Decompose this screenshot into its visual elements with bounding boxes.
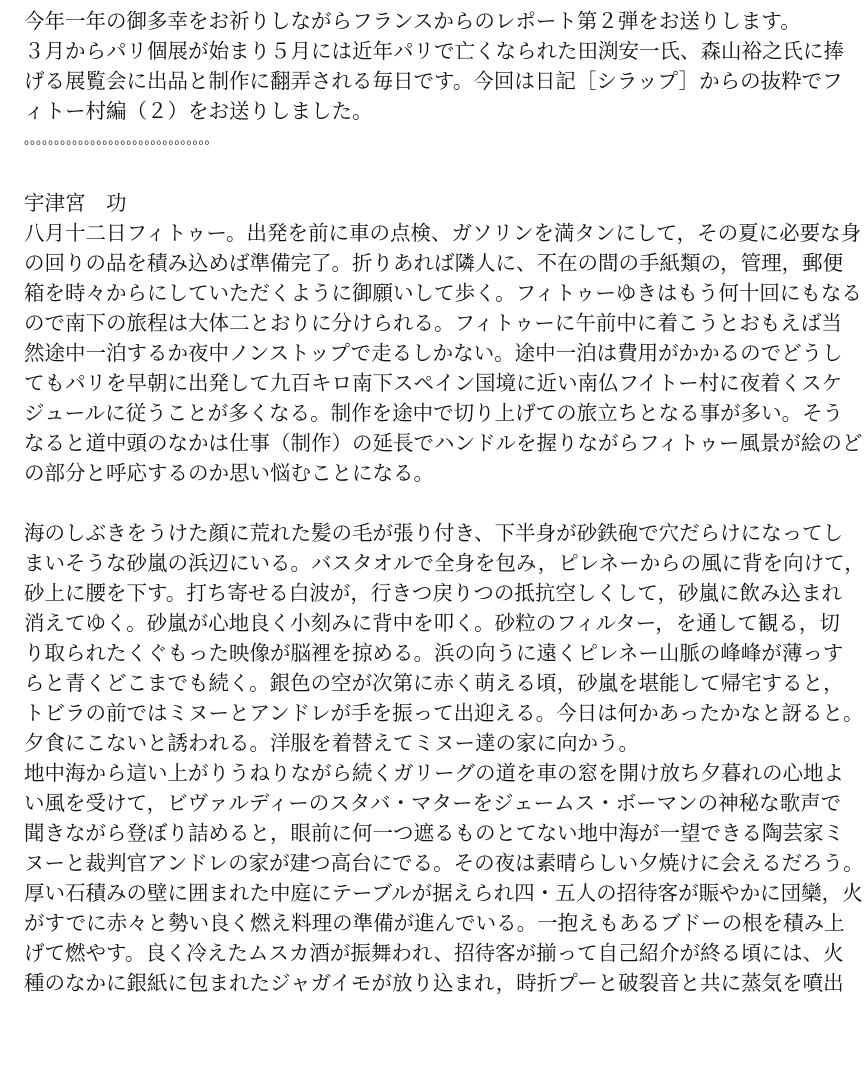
- text-line: い風を受けて，ビヴァルディーのスタバ・マターをジェームス・ボーマンの神秘な歌声で: [24, 791, 842, 815]
- blank-line: [24, 158, 726, 188]
- text-line: 砂上に腰を下す。打ち寄せる白波が，行きつ戻りつの抵抗空しくして，砂嵐に飲み込まれ: [24, 581, 842, 605]
- text-line: 海のしぶきをうけた顔に荒れた髪の毛が張り付き、下半身が砂鉄砲で穴だらけになってし: [24, 521, 844, 545]
- text-line: 消えてゆく。砂嵐が心地良く小刻みに背中を叩く。砂粒のフィルター，を通して観る，切: [24, 611, 840, 635]
- text-line: 地中海から這い上がりうねりながら続くガリーグの道を車の窓を開け放ち夕暮れの心地よ: [24, 761, 844, 785]
- text-line: の回りの品を積み込めば準備完了。折りあれば隣人に、不在の間の手紙類の，管理，郵便: [24, 251, 844, 275]
- text-line: トビラの前ではミヌーとアンドレが手を振って出迎える。今日は何かあったかなと訝ると。: [24, 701, 864, 725]
- dotted-separator: ooooooooooooooooooooooooooooooo: [24, 138, 211, 147]
- text-line: まいそうな砂嵐の浜辺にいる。バスタオルで全身を包み，ピレネーからの風に背を向けて，: [24, 551, 865, 575]
- text-line: 箱を時々からにしていただくように御願いして歩く。フィトゥーゆきはもう何十回にもなる: [24, 281, 862, 305]
- text-line: の部分と呼応するのか思い悩むことになる。: [24, 461, 434, 485]
- text-line: がすでに赤々と勢い良く燃え料理の準備が進んでいる。一抱えもあるブドーの根を積み上: [24, 911, 845, 935]
- paragraph-2: [24, 518, 865, 998]
- text-line: 八月十二日フィトゥー。出発を前に車の点検、ガソリンを満タンにして，その夏に必要な身: [24, 221, 862, 245]
- paragraph-1: [24, 218, 863, 488]
- text-line: 聞きながら登ぼり詰めると，眼前に何一つ遮るものとてない地中海が一望できる陶芸家ミ: [24, 821, 844, 845]
- text-line: ヌーと裁判官アンドレの家が建つ高台にでる。その夜は素晴らしい夕焼けに会えるだろう。: [24, 851, 864, 875]
- text-line: ので南下の旅程は大体二とおりに分けられる。フィトゥーに午前中に着こうとおもえば当: [24, 311, 842, 335]
- text-line: り取られたくぐもった映像が脳裡を掠める。浜の向うに遠くピレネー山脈の峰峰が薄っす: [24, 641, 844, 665]
- text-line: ジュールに従うことが多くなる。制作を途中で切り上げての旅立ちとなる事が多い。そう: [24, 401, 844, 425]
- document-page: [24, 6, 865, 998]
- text-line: らと青くどこまでも続く。銀色の空が次第に赤く萌える頃，砂嵐を堪能して帰宅すると，: [24, 671, 844, 695]
- text-line: なると道中頭のなかは仕事（制作）の延長でハンドルを握りながらフィトゥー風景が絵のど: [24, 431, 863, 455]
- intro-paragraph: [24, 6, 844, 126]
- intro-line: ３月からパリ個展が始まり５月には近年パリで亡くなられた田渕安一氏、森山裕之氏に捧: [24, 39, 844, 63]
- text-line: げて燃やす。良く冷えたムスカ酒が振舞われ、招待客が揃って自己紹介が終る頃には、火: [24, 941, 844, 965]
- text-line: 夕食にこないと誘われる。洋服を着替えてミヌー達の家に向かう。: [24, 731, 639, 755]
- text-line: 種のなかに銀紙に包まれたジャガイモが放り込まれ，時折プーと破裂音と共に蒸気を噴出: [24, 971, 844, 995]
- intro-line: げる展覧会に出品と制作に翻弄される毎日です。今回は日記［シラップ］からの抜粋でフ: [24, 69, 843, 93]
- intro-line: 今年一年の御多幸をお祈りしながらフランスからのレポート第２弾をお送りします。: [24, 9, 801, 33]
- intro-line: ィトー村編（２）をお送りしました。: [24, 99, 373, 123]
- author-name: 宇津宮 功: [24, 191, 127, 215]
- text-line: 厚い石積みの壁に囲まれた中庭にテーブルが据えられ四・五人の招待客が賑やかに団欒，火: [24, 881, 863, 905]
- text-line: 然途中一泊するか夜中ノンストップで走るしかない。途中一泊は費用がかかるのでどうし: [24, 341, 843, 365]
- blank-line: [24, 488, 726, 518]
- text-line: てもパリを早朝に出発して九百キロ南下スペイン国境に近い南仏フイトー村に夜着くスケ: [24, 371, 843, 395]
